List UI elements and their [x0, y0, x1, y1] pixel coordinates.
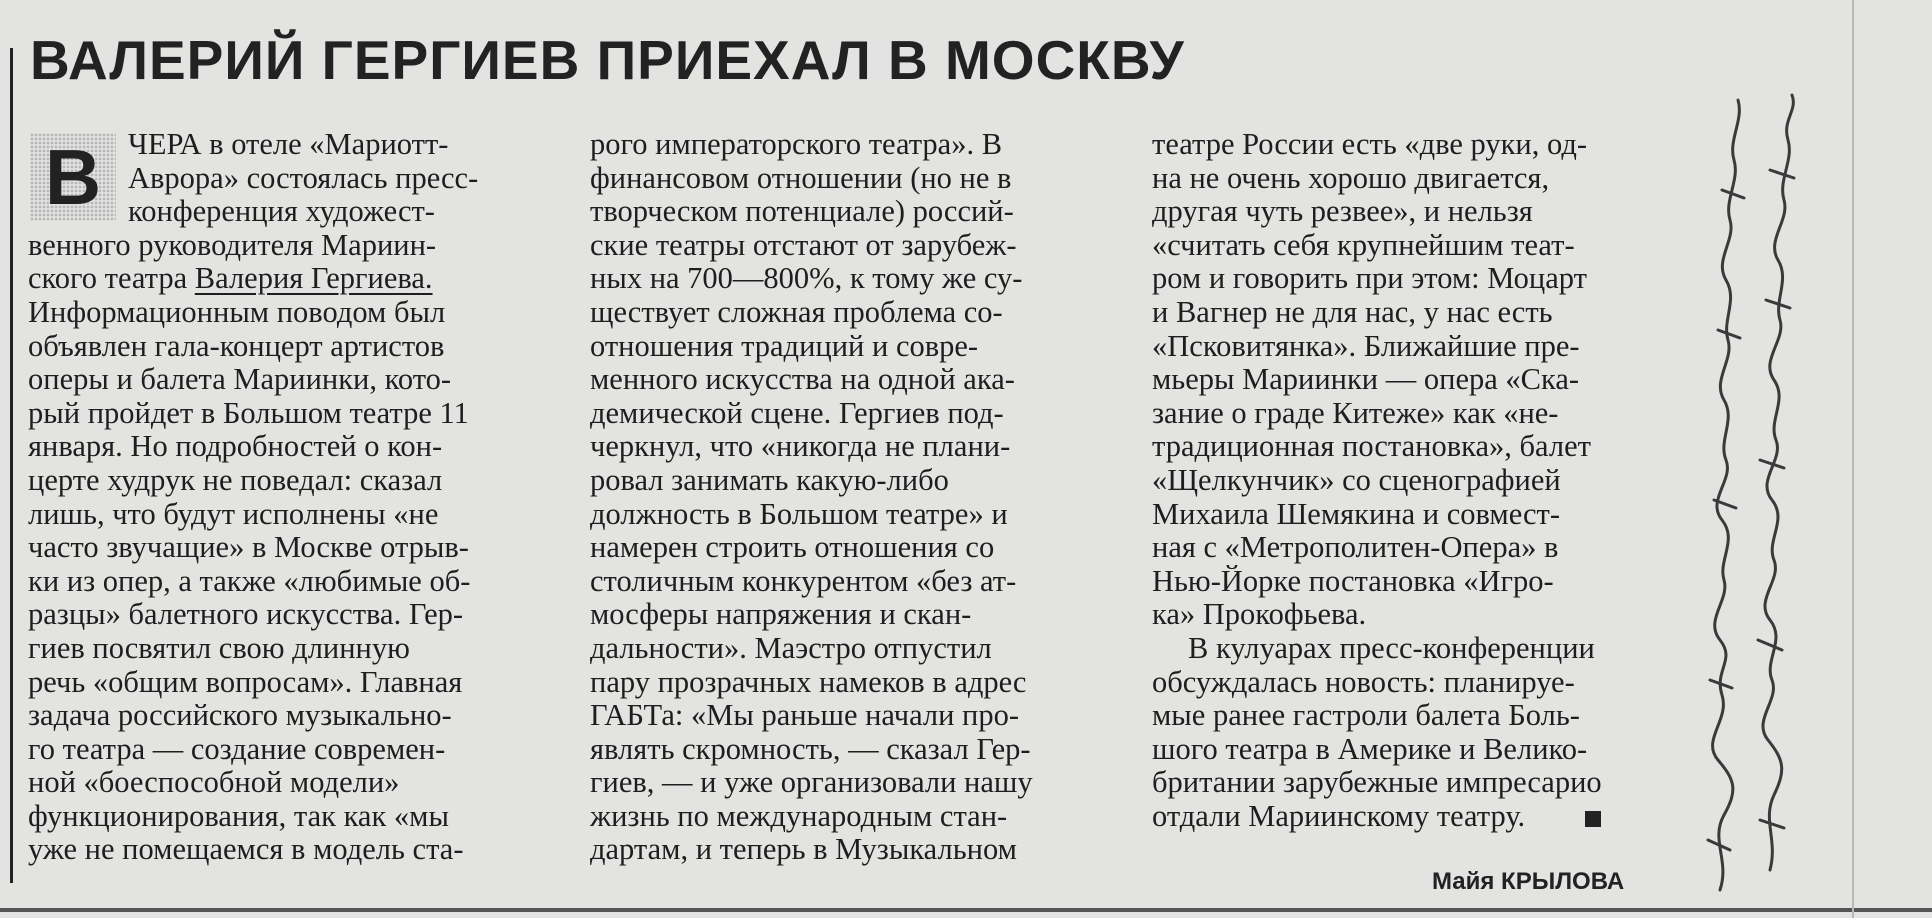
article-headline: ВАЛЕРИЙ ГЕРГИЕВ ПРИЕХАЛ В МОСКВУ: [30, 29, 1185, 91]
paper-fold-line: [1852, 0, 1854, 918]
column-3-line: ка» Прокофьева.: [1152, 597, 1367, 632]
column-1-line: рый пройдет в Большом театре 11: [28, 395, 469, 430]
column-3-line-text: отдали Мариинскому театру.: [1152, 798, 1526, 833]
column-2-line: должность в Большом театре» и: [590, 496, 1008, 531]
handwritten-source-note: [1700, 80, 1820, 900]
column-3-line: на не очень хорошо двигается,: [1152, 160, 1550, 195]
column-3-line: «Щелкунчик» со сценографией: [1152, 462, 1561, 497]
column-1-line: Информационным поводом был: [28, 294, 446, 329]
column-2-line: ществует сложная проблема со-: [590, 294, 1003, 329]
column-1-line: задача российского музыкально-: [28, 698, 452, 733]
column-1-line: оперы и балета Мариинки, кото-: [28, 362, 452, 397]
bottom-border-rule: [0, 908, 1932, 912]
column-2-line: менного искусства на одной ака-: [590, 362, 1015, 397]
column-1-line: разцы» балетного искусства. Гер-: [28, 597, 464, 632]
column-1-line: функционирования, так как «мы: [28, 798, 449, 833]
column-3-line: другая чуть резвее», и нельзя: [1152, 194, 1533, 229]
drop-cap-letter: В: [44, 133, 102, 221]
column-3-line: Нью-Йорке постановка «Игро-: [1152, 563, 1554, 598]
column-3-line: мьеры Мариинки — опера «Ска-: [1152, 362, 1580, 397]
column-2-line: ровал занимать какую-либо: [590, 462, 949, 497]
column-3-line: театре России есть «две руки, од-: [1152, 127, 1588, 161]
column-2-line: рого императорского театра». В: [590, 127, 1003, 161]
column-3-line: мые ранее гастроли балета Боль-: [1152, 698, 1580, 733]
column-1-line: января. Но подробностей о кон-: [28, 429, 443, 464]
column-3-line: ная с «Метрополитен-Опера» в: [1152, 530, 1559, 565]
column-3-line: традиционная постановка», балет: [1152, 429, 1591, 464]
column-3-line: обсуждалась новость: планируе-: [1152, 664, 1575, 699]
column-1-line: Аврора» состоялась пресс-: [128, 160, 479, 195]
column-1-line: [28, 262, 578, 296]
column-2-line: мосферы напряжения и скан-: [590, 597, 972, 632]
column-1-line: ной «боеспособной модели»: [28, 765, 400, 800]
underlined-name: Валерия Гергиева.: [194, 261, 433, 296]
column-1-line: гиев посвятил свою длинную: [28, 630, 410, 665]
column-2-line: ские театры отстают от зарубеж-: [590, 227, 1017, 262]
column-1-line: венного руководителя Мариин-: [28, 227, 437, 262]
column-1-line: ЧЕРА в отеле «Мариотт-: [128, 127, 449, 161]
column-2-line: черкнул, что «никогда не плани-: [590, 429, 1011, 464]
column-1-line: объявлен гала-концерт артистов: [28, 328, 445, 363]
column-3-line: и Вагнер не для нас, у нас есть: [1152, 294, 1553, 329]
column-2-line: ГАБТа: «Мы раньше начали про-: [590, 698, 1020, 733]
column-1-line: уже не помещаемся в модель ста-: [28, 832, 464, 867]
column-2-line: отношения традиций и совре-: [590, 328, 979, 363]
column-2-line: дальности». Маэстро отпустил: [590, 630, 992, 665]
column-1-line: конференция художест-: [128, 194, 435, 229]
column-2-line: столичным конкурентом «без ат-: [590, 563, 1017, 598]
column-2-line: являть скромность, — сказал Гер-: [590, 731, 1031, 766]
column-3-line: [1152, 800, 1702, 834]
column-1-line: го театра — создание современ-: [28, 731, 446, 766]
author-byline: Майя КРЫЛОВА: [1432, 868, 1625, 895]
column-1-line: лишь, что будут исполнены «не: [28, 496, 439, 531]
column-1-line: часто звучащие» в Москве отрыв-: [28, 530, 469, 565]
column-3-line: Михаила Шемякина и совмест-: [1152, 496, 1561, 531]
column-3-line: британии зарубежные импресарио: [1152, 765, 1602, 800]
end-of-article-mark: [1585, 811, 1601, 827]
column-1-line: церте худрук не поведал: сказал: [28, 462, 443, 497]
column-3-line: ром и говорить при этом: Моцарт: [1152, 261, 1587, 296]
column-1-line-text: ского театра: [28, 261, 195, 296]
column-3-line: «Псковитянка». Ближайшие пре-: [1152, 328, 1580, 363]
column-1-line: речь «общим вопросам». Главная: [28, 664, 463, 699]
column-2-line: дартам, и теперь в Музыкальном: [590, 832, 1017, 867]
column-2-line: финансовом отношении (но не в: [590, 160, 1012, 195]
column-2-line: намерен строить отношения со: [590, 530, 995, 565]
column-2-line: демической сцене. Гергиев под-: [590, 395, 1004, 430]
article-column-3: [1152, 128, 1702, 833]
column-3-line: В кулуарах пресс-конференции: [1188, 630, 1595, 665]
column-3-line: шого театра в Америке и Велико-: [1152, 731, 1588, 766]
column-3-line: «считать себя крупнейшим теат-: [1152, 227, 1575, 262]
column-2-line: ных на 700—800%, к тому же су-: [590, 261, 1023, 296]
column-2-line: пару прозрачных намеков в адрес: [590, 664, 1027, 699]
column-1-line: ки из опер, а также «любимые об-: [28, 563, 471, 598]
column-3-line: зание о граде Китеже» как «не-: [1152, 395, 1559, 430]
column-2-line: творческом потенциале) россий-: [590, 194, 1014, 229]
column-2-line: гиев, — и уже организовали нашу: [590, 765, 1033, 800]
article-column-1: [28, 128, 578, 867]
left-border-rule: [10, 48, 13, 883]
column-2-line: жизнь по международным стан-: [590, 798, 1008, 833]
article-column-2: [590, 128, 1140, 867]
